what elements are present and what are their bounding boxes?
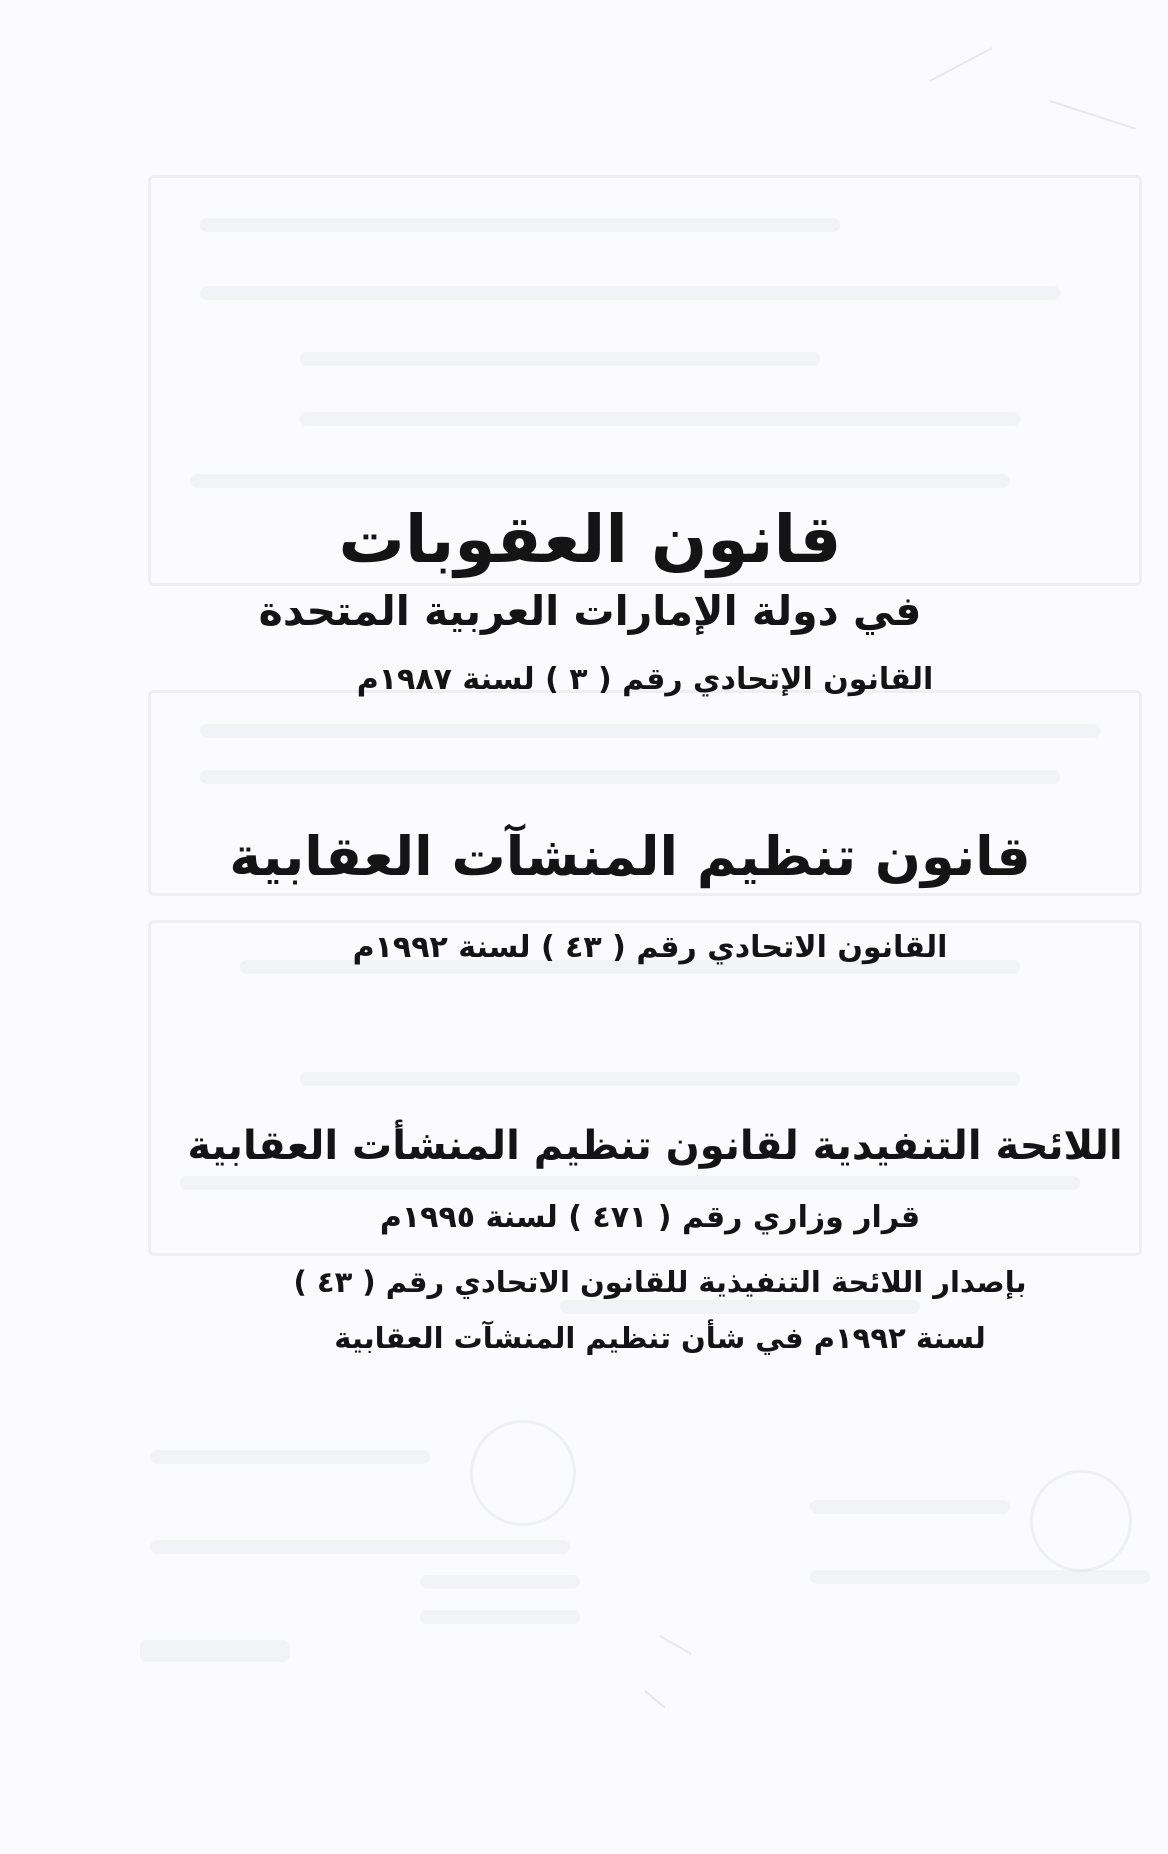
bleed-through-line: [300, 1072, 1020, 1086]
paper-scratch: [660, 1635, 692, 1655]
bleed-through-emblem: [470, 1420, 576, 1526]
bleed-through-line: [200, 724, 1100, 738]
bleed-through-line: [140, 1640, 290, 1662]
decree-description-line-2: لسنة ١٩٩٢م في شأن تنظيم المنشآت العقابية: [334, 1321, 986, 1355]
penal-institutions-title: قانون تنظيم المنشآت العقابية: [229, 825, 1031, 888]
country-subtitle: في دولة الإمارات العربية المتحدة: [258, 587, 922, 635]
executive-regulations-title: اللائحة التنفيدية لقانون تنظيم المنشأت العقابية: [187, 1123, 1123, 1169]
bleed-through-line: [560, 1300, 920, 1314]
law-reference-1987: القانون الإتحادي رقم ( ٣ ) لسنة ١٩٨٧م: [356, 662, 934, 697]
paper-scratch: [1050, 100, 1136, 130]
bleed-through-line: [200, 286, 1060, 300]
bleed-through-line: [150, 1450, 430, 1464]
bleed-through-line: [420, 1575, 580, 1589]
bleed-through-line: [200, 218, 840, 232]
decree-description-line-1: بإصدار اللائحة التنفيذية للقانون الاتحادي رقم ( ٤٣ ): [293, 1265, 1027, 1299]
paper-scratch: [930, 47, 993, 82]
bleed-through-line: [190, 474, 1010, 488]
bleed-through-line: [810, 1570, 1150, 1584]
bleed-through-line: [300, 412, 1020, 426]
law-reference-1992: القانون الاتحادي رقم ( ٤٣ ) لسنة ١٩٩٢م: [352, 930, 948, 965]
bleed-through-line: [150, 1540, 570, 1554]
bleed-through-emblem: [1030, 1470, 1132, 1572]
ministerial-decree-reference: قرار وزاري رقم ( ٤٧١ ) لسنة ١٩٩٥م: [379, 1200, 921, 1235]
bleed-through-line: [200, 770, 1060, 784]
bleed-through-line: [810, 1500, 1010, 1514]
main-title: قانون العقوبات: [338, 501, 842, 578]
bleed-through-line: [180, 1176, 1080, 1190]
paper-scratch: [644, 1690, 665, 1708]
bleed-through-line: [420, 1610, 580, 1624]
bleed-through-line: [300, 352, 820, 366]
